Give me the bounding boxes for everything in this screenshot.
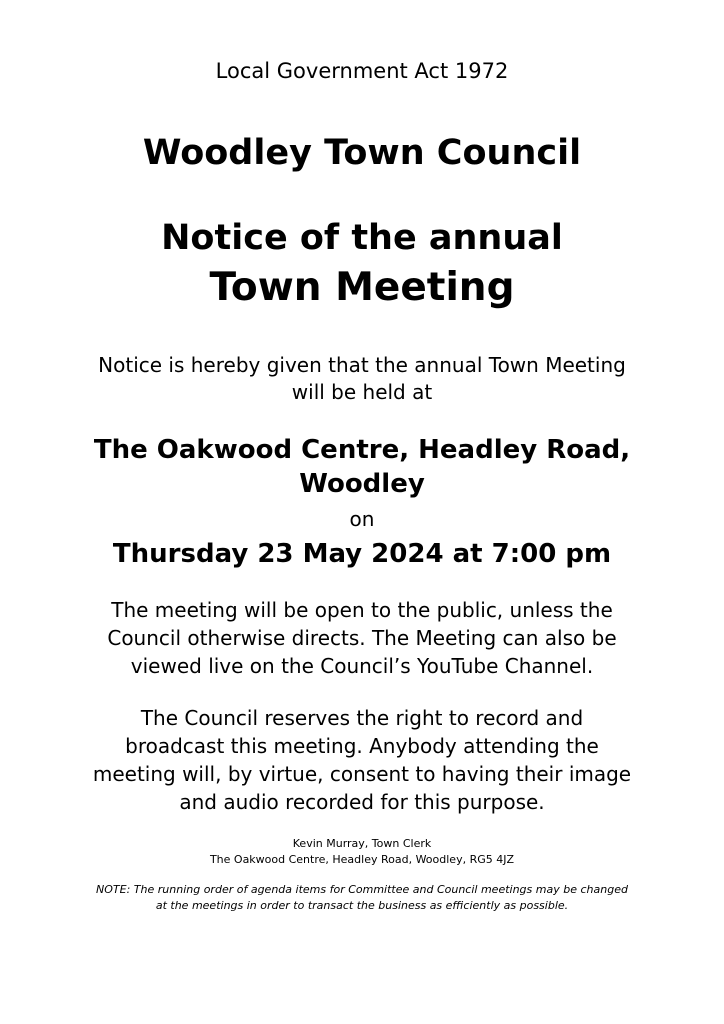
council-name: Woodley Town Council — [142, 133, 582, 173]
act-heading: Local Government Act 1972 — [215, 59, 509, 83]
notice-title-line-2: Town Meeting — [209, 265, 515, 310]
public-access-line-3: viewed live on the Council’s YouTube Channel. — [130, 654, 594, 678]
intro-line-1: Notice is hereby given that the annual Town Meeting — [98, 353, 626, 377]
clerk-address: The Oakwood Centre, Headley Road, Woodley, RG5 4JZ — [209, 853, 515, 866]
notice-title — [0, 214, 724, 314]
notice-title-line-1: Notice of the annual — [161, 218, 563, 258]
venue — [0, 433, 724, 501]
public-access-line-2: Council otherwise directs. The Meeting can also be — [107, 626, 617, 650]
recording-line-1: The Council reserves the right to record and — [140, 706, 584, 730]
recording-line-4: and audio recorded for this purpose. — [179, 790, 545, 814]
venue-line-1: The Oakwood Centre, Headley Road, — [93, 435, 631, 465]
venue-line-2: Woodley — [299, 469, 425, 499]
meeting-date-time: Thursday 23 May 2024 at 7:00 pm — [112, 539, 612, 569]
recording-paragraph — [0, 704, 724, 816]
agenda-note-line-2: at the meetings in order to transact the business as efficiently as possible. — [155, 899, 569, 912]
agenda-note — [0, 882, 724, 914]
intro-text — [0, 352, 724, 406]
public-access-line-1: The meeting will be open to the public, unless the — [111, 598, 613, 622]
intro-line-2: will be held at — [291, 380, 433, 404]
clerk-signature — [0, 836, 724, 868]
clerk-name: Kevin Murray, Town Clerk — [292, 837, 432, 850]
on-text: on — [349, 507, 375, 531]
public-access-paragraph — [0, 596, 724, 680]
recording-line-3: meeting will, by virtue, consent to having their image — [92, 762, 632, 786]
agenda-note-line-1: NOTE: The running order of agenda items for Committee and Council meetings may be changed — [96, 883, 628, 896]
recording-line-2: broadcast this meeting. Anybody attending the — [125, 734, 599, 758]
